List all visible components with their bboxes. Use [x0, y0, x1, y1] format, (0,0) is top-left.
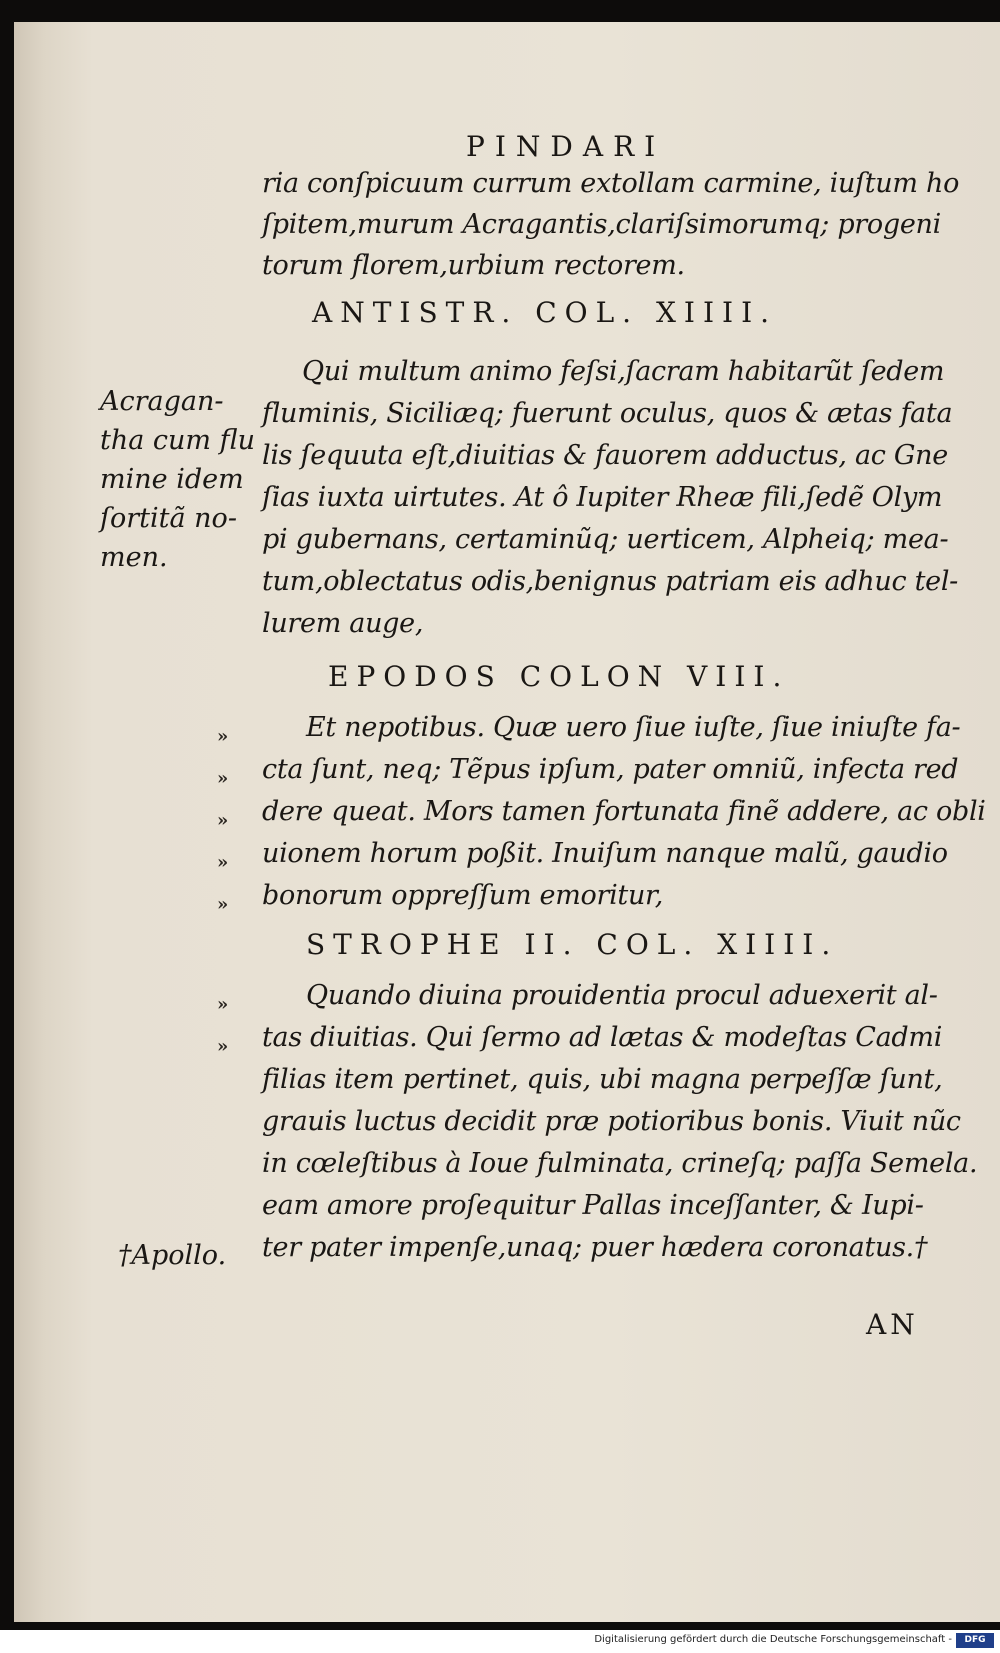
- margin-note-line: men.: [100, 542, 168, 573]
- section-heading-epodos: EPODOS COLON VIII.: [328, 660, 790, 693]
- body-line: lurem auge,: [262, 608, 424, 639]
- body-line: uionem horum poßit. Inuiſum nanque malũ, gaudio: [262, 838, 948, 869]
- section-heading-antistr: ANTISTR. COL. XIIII.: [312, 296, 778, 329]
- catchword: AN: [866, 1308, 919, 1341]
- body-line: Et nepotibus. Quæ uero ſiue iuſte, ſiue iniuſte fa-: [306, 712, 961, 743]
- margin-note-line: tha cum flu: [100, 425, 256, 456]
- body-line: cta ſunt, neq; Tẽpus ipſum, pater omniũ, infecta red: [262, 754, 959, 785]
- body-line: tas diuitias. Qui ſermo ad lætas & modeſtas Cadmi: [262, 1022, 943, 1053]
- running-head: PINDARI: [466, 130, 666, 163]
- quote-mark: »: [217, 726, 229, 747]
- body-line: grauis luctus decidit præ potioribus bonis. Viuit nũc: [262, 1106, 961, 1137]
- body-line: fluminis, Siciliæq; fuerunt oculus, quos & ætas fata: [262, 398, 953, 429]
- margin-note-acragas: [100, 382, 255, 577]
- body-line: torum florem,urbium rectorem.: [262, 250, 685, 281]
- margin-note-line: ſortitã no-: [100, 503, 237, 534]
- section-heading-strophe: STROPHE II. COL. XIIII.: [306, 928, 839, 961]
- body-line: eam amore proſequitur Pallas inceſſanter, & Iupi-: [262, 1190, 924, 1221]
- body-line: Quando diuina prouidentia procul aduexerit al-: [306, 980, 938, 1011]
- body-line: pi gubernans, certaminũq; uerticem, Alpheiq; mea-: [262, 524, 949, 555]
- body-line: ſias iuxta uirtutes. At ô Iupiter Rheæ fili,ſedẽ Olym: [262, 482, 943, 513]
- body-line: bonorum oppreſſum emoritur,: [262, 880, 663, 911]
- margin-note-line: Acragan-: [100, 386, 224, 417]
- margin-note-apollo: †Apollo.: [118, 1240, 227, 1271]
- margin-note-line: mine idem: [100, 464, 244, 495]
- footer-credit: Digitalisierung gefördert durch die Deutsche Forschungsgemeinschaft -: [594, 1634, 952, 1645]
- quote-mark: »: [217, 1036, 229, 1057]
- body-line: filias item pertinet, quis, ubi magna perpeſſæ ſunt,: [262, 1064, 943, 1095]
- body-line: dere queat. Mors tamen fortunata finẽ addere, ac obli: [262, 796, 986, 827]
- quote-mark: »: [217, 810, 229, 831]
- quote-mark: »: [217, 894, 229, 915]
- quote-mark: »: [217, 768, 229, 789]
- body-line: ter pater impenſe,unaq; puer hædera coronatus.†: [262, 1232, 928, 1263]
- body-line: lis ſequuta eſt,diuitias & fauorem adductus, ac Gne: [262, 440, 948, 471]
- body-line: Qui multum animo feſsi,ſacram habitarũt ſedem: [302, 356, 945, 387]
- quote-mark: »: [217, 852, 229, 873]
- body-line: ſpitem,murum Acragantis,clariſsimorumq; progeni: [262, 209, 941, 240]
- dfg-logo: DFG: [956, 1633, 994, 1648]
- body-line: in cœleſtibus à Ioue fulminata, crineſq; paſſa Semela.: [262, 1148, 978, 1179]
- quote-mark: »: [217, 994, 229, 1015]
- body-line: tum,oblectatus odis,benignus patriam eis adhuc tel-: [262, 566, 958, 597]
- body-line: ria conſpicuum currum extollam carmine, iuſtum ho: [262, 168, 960, 199]
